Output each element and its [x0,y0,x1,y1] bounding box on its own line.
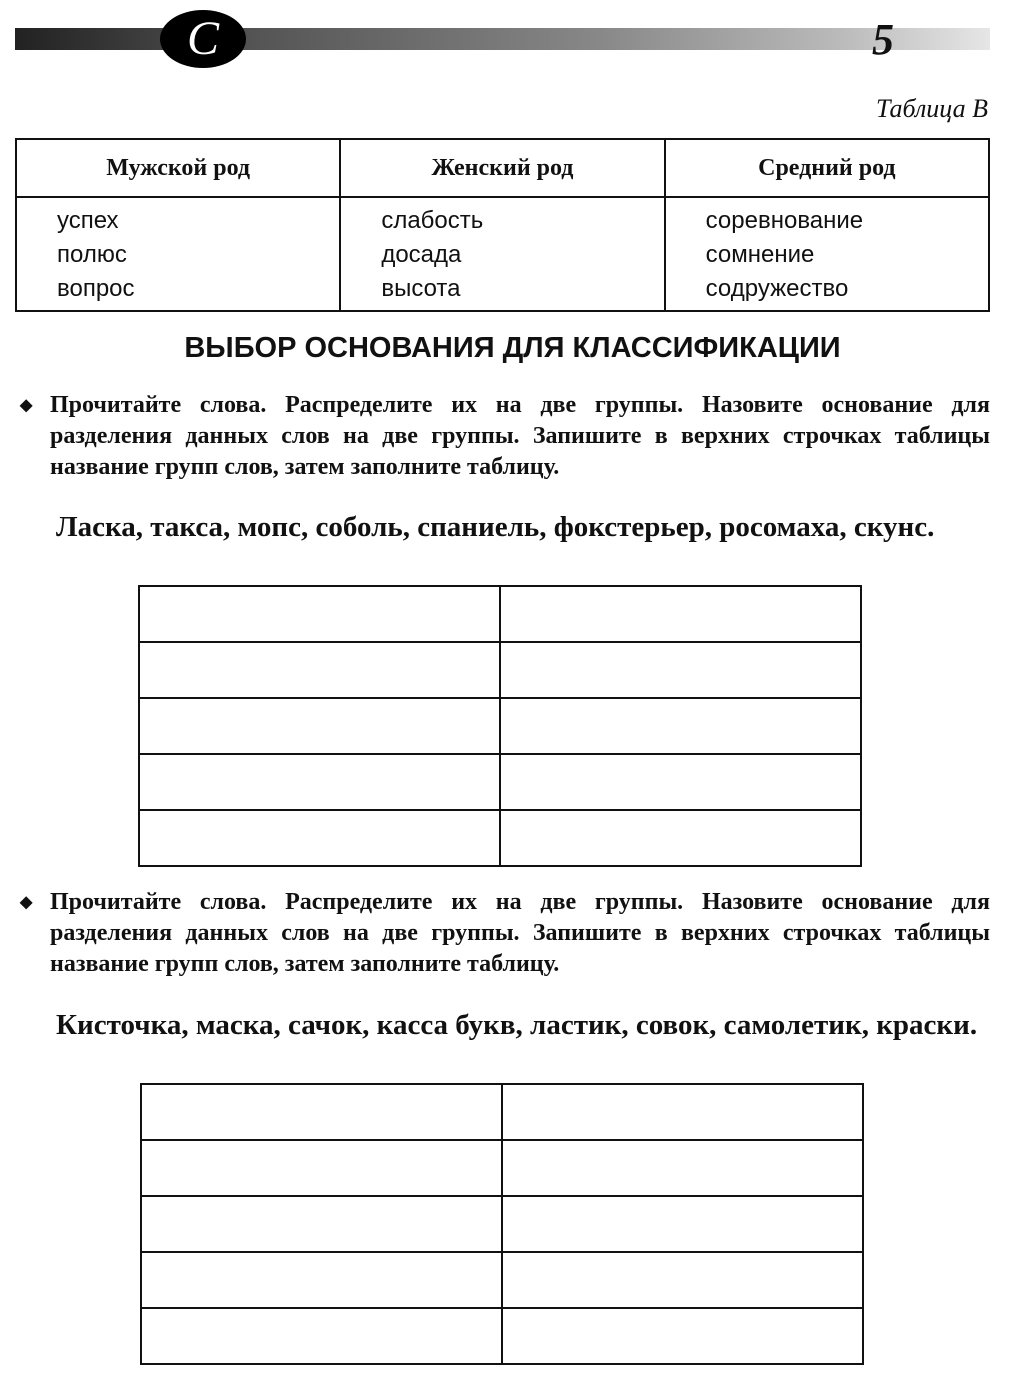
section-logo: С [160,10,246,68]
answer-table[interactable] [140,1083,864,1365]
bullet-icon: ◆ [20,397,33,414]
word-list: Ласка, такса, мопс, соболь, спаниель, фокстерьер, росомаха, скунс. [56,511,935,543]
table-cell: успех полюс вопрос [16,197,340,311]
table-caption: Таблица В [876,94,988,123]
column-header: Средний род [665,139,989,197]
word-list: Кисточка, маска, сачок, касса букв, ластик, совок, самолетик, краски. [56,1009,978,1041]
column-header: Мужской род [16,139,340,197]
task-instruction: ◆ Прочитайте слова. Распределите их на две группы. Назовите основание для разделения данных слов на две группы. Запишите в верхних строчках таблицы название групп слов, затем заполните таблицу. [20,392,990,480]
section-title: ВЫБОР ОСНОВАНИЯ ДЛЯ КЛАССИФИКАЦИИ [184,332,841,364]
answer-table[interactable] [138,585,862,867]
bullet-icon: ◆ [20,894,33,911]
table-cell: соревнование сомнение содружество [665,197,989,311]
gender-table [15,138,990,312]
page-number: 5 [872,15,894,64]
task-instruction: ◆ Прочитайте слова. Распределите их на две группы. Назовите основание для разделения данных слов на две группы. Запишите в верхних строчках таблицы название групп слов, затем заполните таблицу. [20,889,990,977]
table-cell: слабость досада высота [340,197,664,311]
column-header: Женский род [340,139,664,197]
